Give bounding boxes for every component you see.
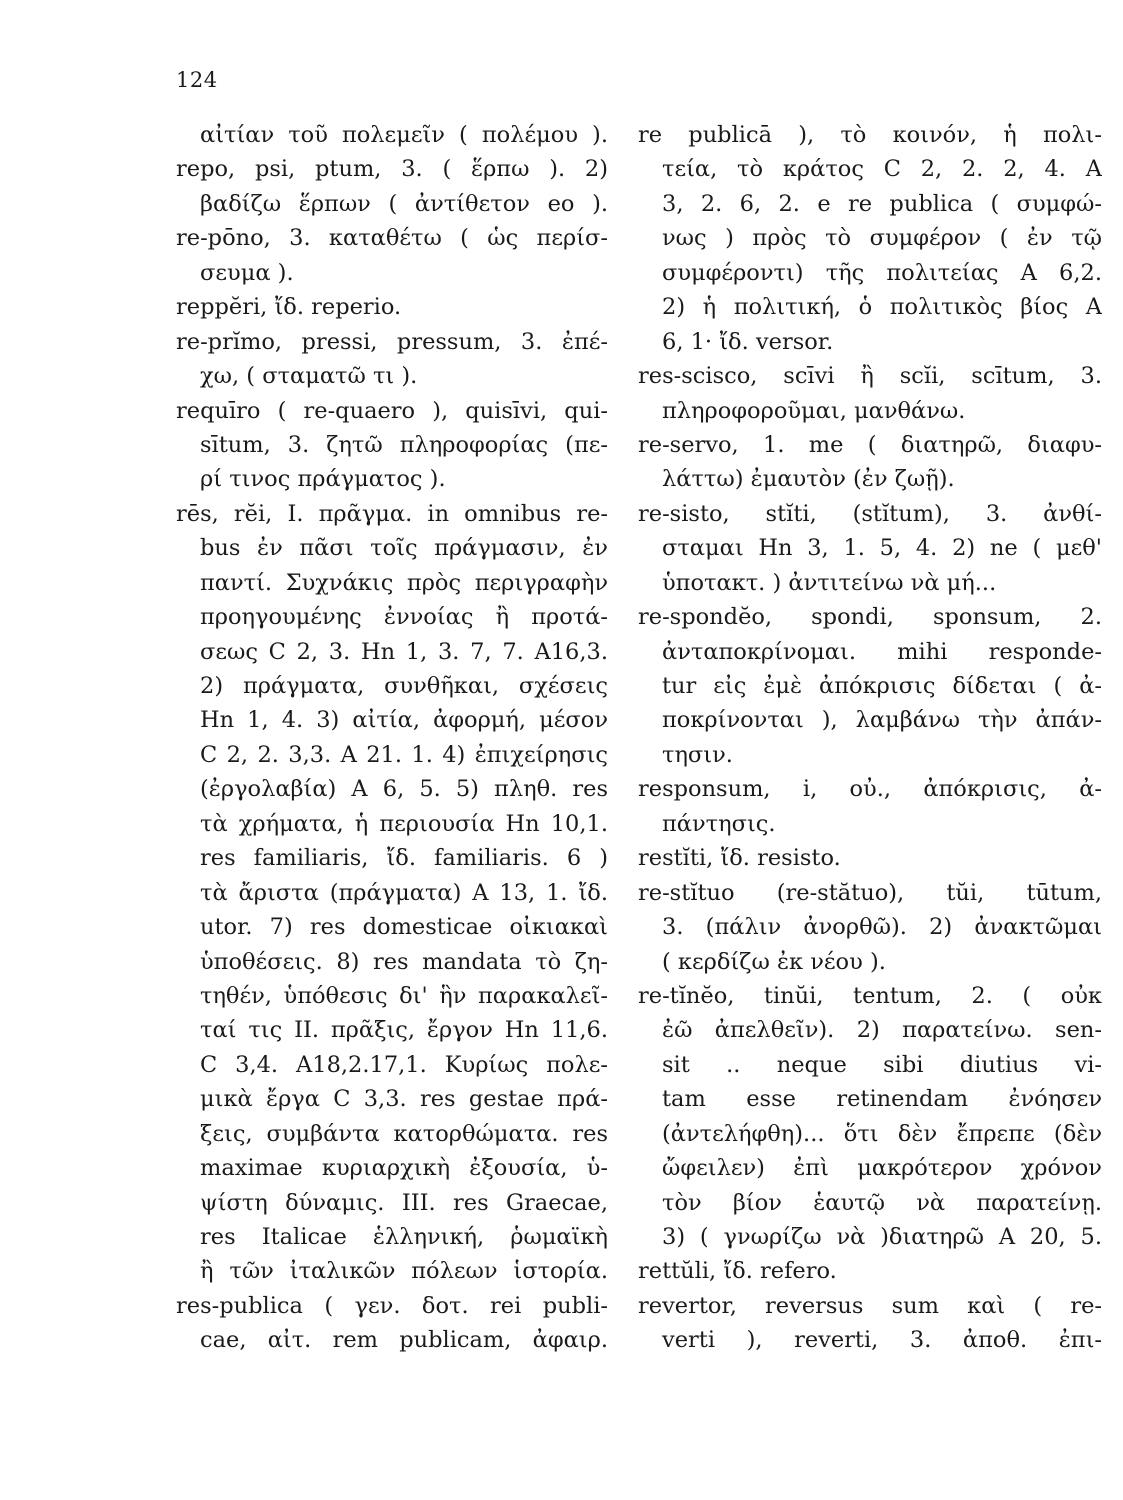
text-line: προηγουμένης ἐννοίας ἢ προτά- [200,604,608,631]
page-number: 124 [176,68,218,92]
text-line: ξεις, συμβάντα κατορθώματα. res [200,1120,608,1147]
text-line: λάττω) ἐμαυτὸν (ἐν ζωῇ). [662,466,955,493]
text-line: ὑποτακτ. ) ἀντιτείνω νὰ μή... [662,569,997,596]
text-line: τὸν βίον ἑαυτῷ νὰ παρατείνῃ. [662,1189,1102,1216]
text-line: αἰτίαν τοῦ πολεμεῖν ( πολέμου ). [200,122,608,148]
text-line: σευμα ). [200,259,294,286]
text-line: τηθέν, ὑπόθεσις δι' ἣν παρακαλεῖ- [200,982,608,1009]
text-line: 6, 1· ἴδ. versor. [662,328,834,355]
text-line: re-spondĕo, spondi, sponsum, 2. [638,604,1102,631]
text-line: bus ἐν πᾶσι τοῖς πράγμασιν, ἐν [200,535,608,562]
text-line: πάντησις. [662,810,776,837]
text-line: sit .. neque sibi diutius vi- [662,1051,1102,1078]
text-line: res-scisco, scīvi ἢ scĭi, scītum, 3. [638,363,1102,390]
text-line: τεία, τὸ κράτος C 2, 2. 2, 4. A [662,156,1102,183]
text-line: tam esse retinendam ἐνόησεν [662,1086,1102,1113]
text-line: maximae κυριαρχικὴ ἐξουσία, ὑ- [200,1155,608,1182]
text-line: συμφέροντι) τῆς πολιτείας A 6,2. [662,259,1102,286]
text-line: ἀνταποκρίνομαι. mihi responde- [662,638,1102,665]
text-line: tur εἰς ἐμὲ ἀπόκρισις δίδεται ( ἀ- [662,673,1102,699]
text-line: χω, ( σταματῶ τι ). [200,363,418,390]
text-line: C 3,4. A18,2.17,1. Κυρίως πολε- [200,1051,608,1078]
text-line: responsum, i, οὐ., ἀπόκρισις, ἀ- [638,776,1102,803]
text-line: sītum, 3. ζητῶ πληροφορίας (πε- [200,431,608,458]
text-line: repo, psi, ptum, 3. ( ἕρπω ). 2) [176,156,608,183]
text-line: ποκρίνονται ), λαμβάνω τὴν ἀπάν- [662,707,1102,734]
text-line: 2) ἡ πολιτική, ὁ πολιτικὸς βίος A [662,294,1102,321]
text-line: 3, 2. 6, 2. e re publica ( συμφώ- [662,190,1102,217]
text-line: 3) ( γνωρίζω νὰ )διατηρῶ A 20, 5. [662,1224,1102,1250]
text-line: utor. 7) res domesticae οἰκιακαὶ [200,914,608,941]
text-line: cae, αἰτ. rem publicam, ἀφαιρ. [200,1327,608,1354]
left-column [176,118,608,1358]
text-line: ( κερδίζω ἐκ νέου ). [662,948,886,975]
text-line: 2) πράγματα, συνθῆκαι, σχέσεις [200,673,608,699]
text-line: res Italicae ἑλληνική, ῥωμαϊκὴ [200,1224,608,1250]
text-line: re-tĭnĕo, tinŭi, tentum, 2. ( οὐκ [638,982,1102,1009]
text-line: σταμαι Hn 3, 1. 5, 4. 2) ne ( μεθ' [662,535,1102,562]
text-line: re-servo, 1. me ( διατηρῶ, διαφυ- [638,431,1102,458]
text-line: rettŭli, ἴδ. refero. [638,1258,837,1285]
text-line: 3. (πάλιν ἀνορθῶ). 2) ἀνακτῶμαι [662,914,1102,941]
text-line: νως ) πρὸς τὸ συμφέρον ( ἐν τῷ [662,225,1102,252]
text-line: C 2, 2. 3,3. A 21. 1. 4) ἐπιχείρησις [200,741,608,768]
text-line: σεως C 2, 3. Hn 1, 3. 7, 7. A16,3. [200,638,608,665]
text-line: re-stĭtuo (re-stătuo), tŭi, tūtum, [638,879,1102,906]
text-line: re-pōno, 3. καταθέτω ( ὡς περίσ- [176,225,608,252]
text-line: restĭti, ἴδ. resisto. [638,845,841,872]
text-line: ρί τινος πράγματος ). [200,466,446,493]
text-line: ἢ τῶν ἰταλικῶν πόλεων ἱστορία. [200,1258,608,1285]
text-line: παντί. Συχνάκις πρὸς περιγραφὴν [200,569,608,596]
text-line: τὰ ἄριστα (πράγματα) A 13, 1. ἴδ. [200,879,608,906]
text-line: (ἐργολαβία) A 6, 5. 5) πληθ. res [200,776,608,803]
right-column [638,118,1102,1358]
text-line: τὰ χρήματα, ἡ περιουσία Hn 10,1. [200,810,608,837]
text-line: requīro ( re-quaero ), quisīvi, qui- [176,397,608,424]
text-line: τησιν. [662,741,733,768]
text-line: re publicā ), τὸ κοινόν, ἡ πολι- [638,122,1102,148]
text-line: rēs, rĕi, I. πρᾶγμα. in omnibus re- [176,500,608,527]
text-line: res familiaris, ἴδ. familiaris. 6 ) [200,845,608,872]
text-line: βαδίζω ἕρπων ( ἀντίθετον eo ). [200,190,608,217]
text-line: ἐῶ ἀπελθεῖν). 2) παρατείνω. sen- [662,1017,1102,1044]
text-line: verti ), reverti, 3. ἀποθ. ἐπι- [662,1327,1102,1354]
text-line: ὤφειλεν) ἐπὶ μακρότερον χρόνον [662,1155,1102,1182]
text-line: re-sisto, stĭti, (stĭtum), 3. ἀνθί- [638,500,1102,527]
text-line: ταί τις II. πρᾶξις, ἔργον Hn 11,6. [200,1017,608,1044]
text-line: ψίστη δύναμις. III. res Graecae, [200,1189,608,1216]
text-line: res-publica ( γεν. δοτ. rei publi- [176,1292,608,1319]
text-line: re-prĭmo, pressi, pressum, 3. ἐπέ- [176,328,608,355]
text-line: revertor, reversus sum καὶ ( re- [638,1292,1102,1319]
text-line: reppĕri, ἴδ. reperio. [176,294,402,321]
text-line: Hn 1, 4. 3) αἰτία, ἀφορμή, μέσον [200,707,608,734]
text-line: πληροφοροῦμαι, μανθάνω. [662,397,966,424]
text-line: (ἀντελήφθη)... ὅτι δὲν ἔπρεπε (δὲν [662,1120,1102,1147]
text-line: μικὰ ἔργα C 3,3. res gestae πρά- [200,1086,608,1113]
text-line: ὑποθέσεις. 8) res mandata τὸ ζη- [200,948,608,975]
